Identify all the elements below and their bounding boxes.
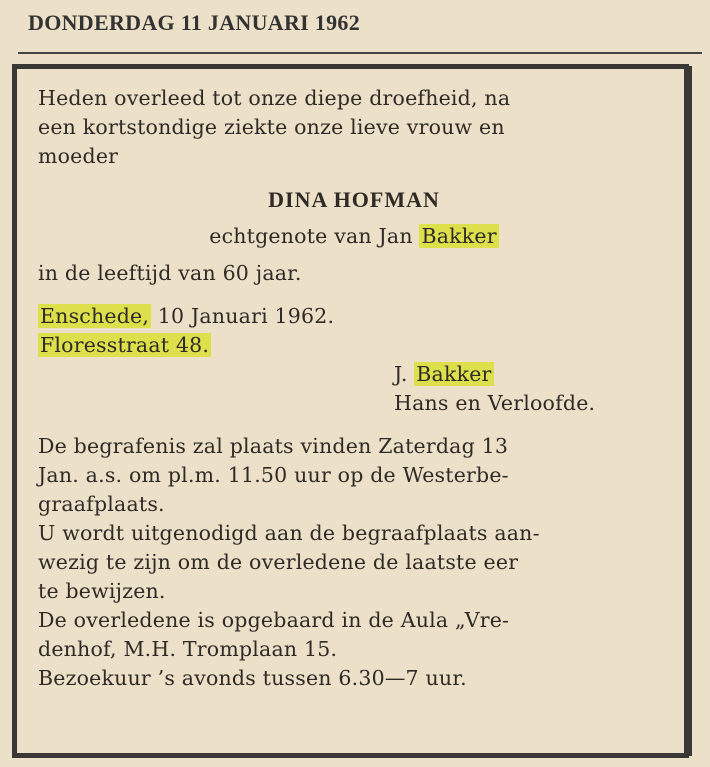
funeral-line-3: graafplaats. bbox=[38, 492, 165, 516]
age-line: in de leeftijd van 60 jaar. bbox=[38, 261, 302, 285]
intro-line-3: moeder bbox=[38, 144, 119, 168]
date: 10 Januari 1962. bbox=[157, 304, 335, 328]
place: Enschede, bbox=[40, 304, 150, 328]
place-date-line bbox=[38, 302, 670, 331]
funeral-line-2: Jan. a.s. om pl.m. 11.50 uur op de Westerbe- bbox=[38, 463, 509, 487]
spouse-prefix: echtgenote van Jan bbox=[209, 224, 413, 248]
intro-line-2: een kortstondige ziekte onze lieve vrouw en bbox=[38, 115, 505, 139]
deceased-name: DINA HOFMAN bbox=[268, 187, 440, 212]
signer-initial: J. bbox=[394, 362, 408, 386]
laid-out-line-2: denhof, M.H. Tromplaan 15. bbox=[38, 637, 338, 661]
laid-out-line-1: De overledene is opgebaard in de Aula „Vre- bbox=[38, 608, 510, 632]
address-line bbox=[38, 331, 670, 360]
visiting-hours: Bezoekuur ’s avonds tussen 6.30—7 uur. bbox=[38, 666, 467, 690]
invite-line-2: wezig te zijn om de overledene de laatste eer bbox=[38, 550, 519, 574]
funeral-line-1: De begrafenis zal plaats vinden Zaterdag 13 bbox=[38, 434, 509, 458]
date-header: DONDERDAG 11 JANUARI 1962 bbox=[28, 10, 361, 35]
intro-line-1: Heden overleed tot onze diepe droefheid, na bbox=[38, 86, 511, 110]
signer-surname: Bakker bbox=[416, 362, 492, 386]
invite-line-1: U wordt uitgenodigd aan de begraafplaats aan- bbox=[38, 521, 540, 545]
header-rule bbox=[18, 52, 702, 54]
address: Floresstraat 48. bbox=[40, 333, 210, 357]
spouse-surname: Bakker bbox=[421, 224, 497, 248]
signer-line bbox=[38, 360, 670, 389]
spouse-line bbox=[38, 222, 670, 251]
death-notice bbox=[38, 84, 670, 693]
invite-line-3: te bewijzen. bbox=[38, 579, 166, 603]
signer-family: Hans en Verloofde. bbox=[394, 391, 596, 415]
